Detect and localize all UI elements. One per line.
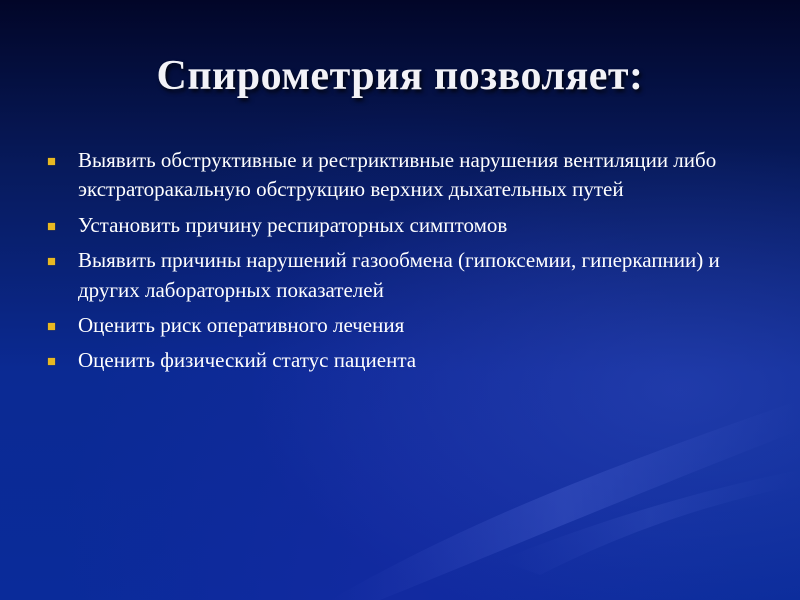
square-bullet-icon xyxy=(48,358,55,365)
square-bullet-icon xyxy=(48,323,55,330)
bullet-text: Установить причину респираторных симптомов xyxy=(78,212,508,237)
list-item xyxy=(46,246,766,305)
bullet-text: Выявить обструктивные и рестриктивные нарушения вентиляции либо экстраторакальную обструкцию верхних дыхательных путей xyxy=(78,148,717,202)
bullet-text: Выявить причины нарушений газообмена (гипоксемии, гиперкапнии) и других лабораторных показателей xyxy=(78,248,720,302)
slide-title: Спирометрия позволяет: xyxy=(156,53,644,99)
square-bullet-icon xyxy=(48,223,55,230)
square-bullet-icon xyxy=(48,158,55,165)
square-bullet-icon xyxy=(48,258,55,265)
bullet-list xyxy=(46,146,766,382)
list-item xyxy=(46,146,766,205)
list-item xyxy=(46,211,766,240)
bullet-text: Оценить физический статус пациента xyxy=(78,348,417,373)
list-item xyxy=(46,311,766,340)
list-item xyxy=(46,346,766,375)
bullet-text: Оценить риск оперативного лечения xyxy=(78,312,405,337)
